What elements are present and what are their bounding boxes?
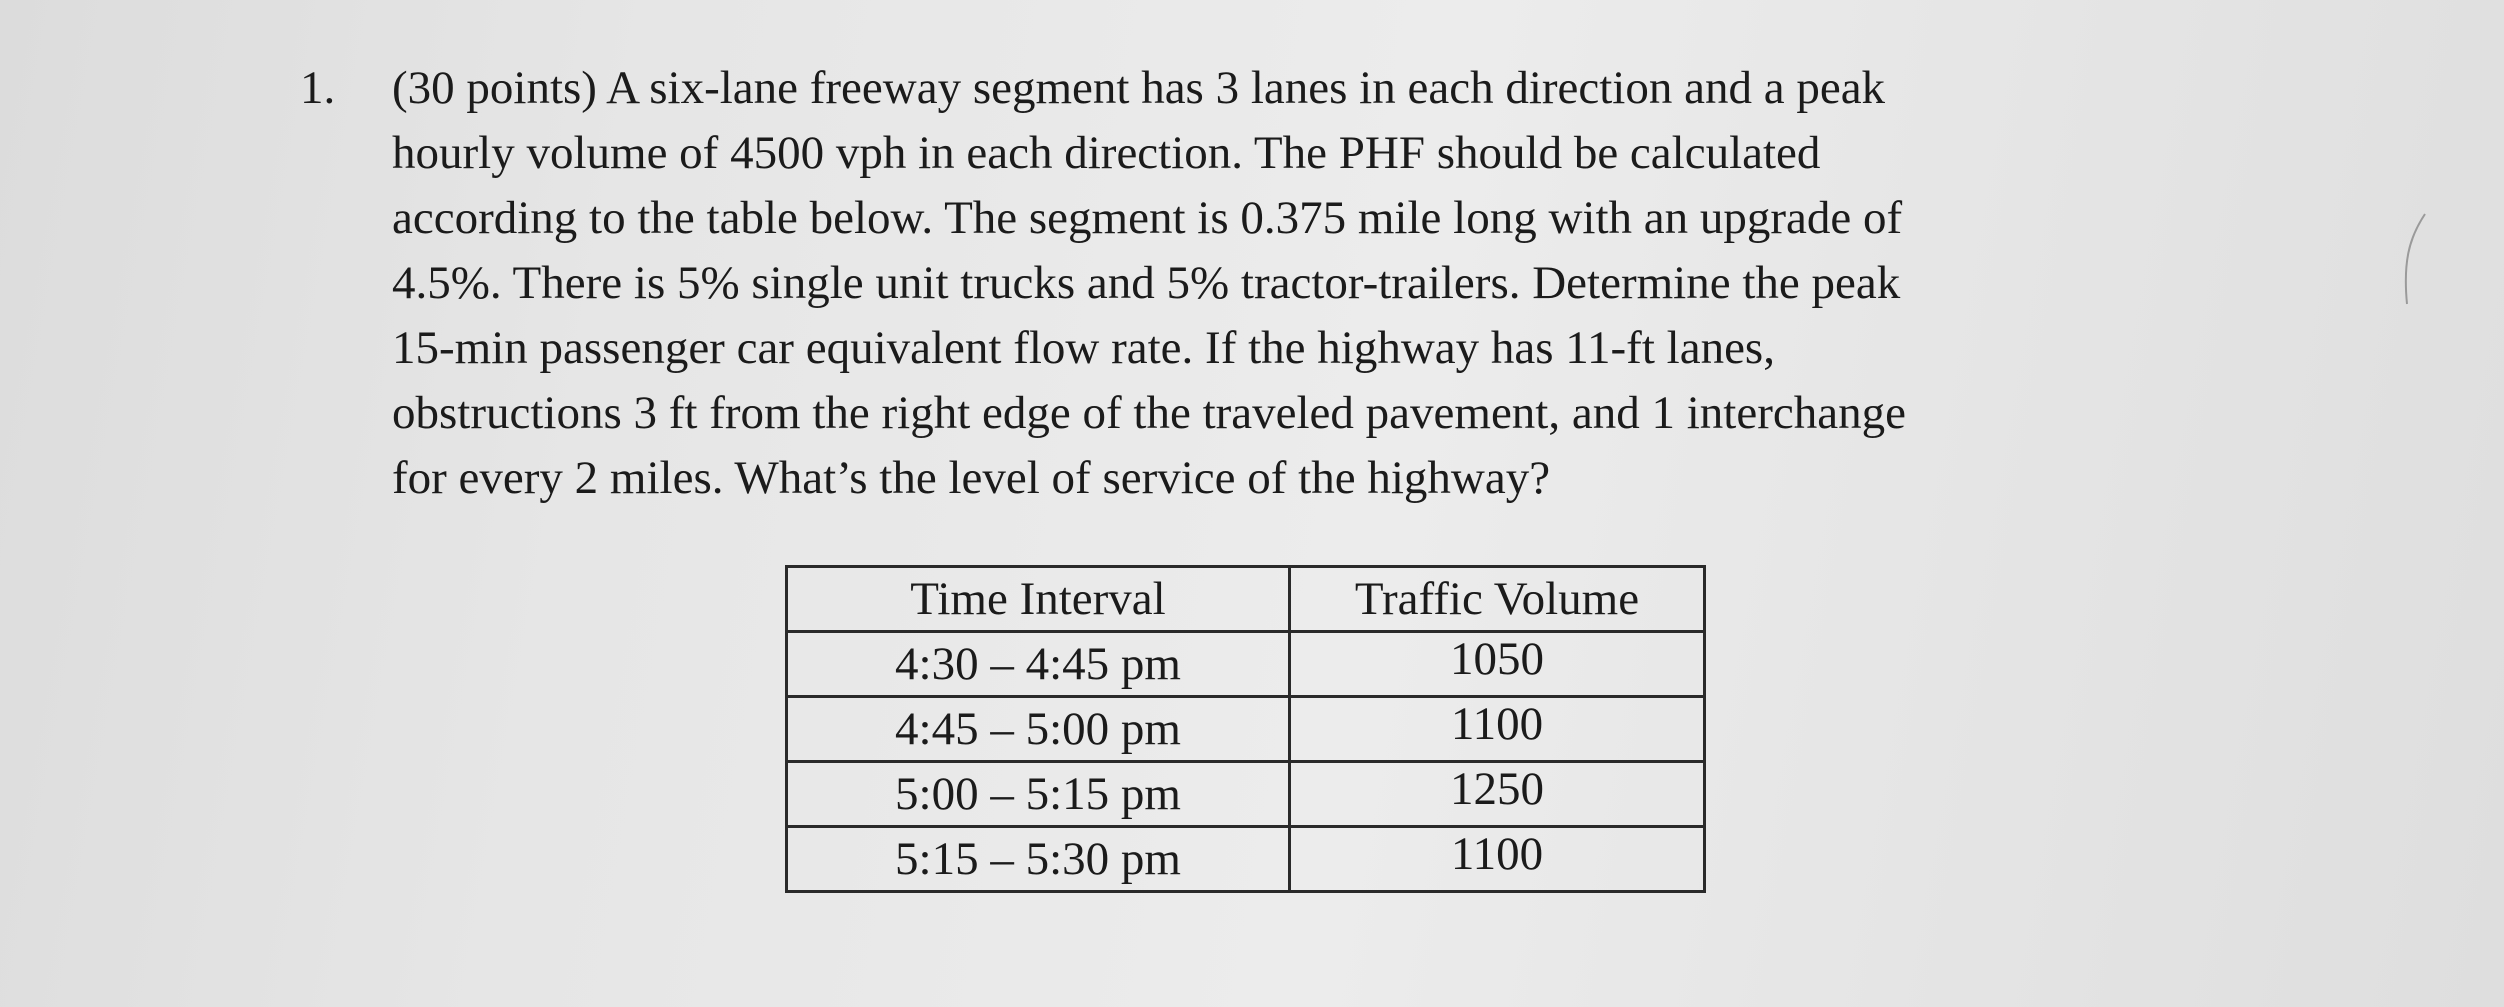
problem-line: (30 points) A six-lane freeway segment has 3 lanes in each direction and a peak (392, 62, 1886, 114)
table-row (787, 827, 1705, 892)
time-interval-cell: 5:00 – 5:15 pm (787, 762, 1290, 827)
time-interval-cell: 4:45 – 5:00 pm (787, 697, 1290, 762)
problem-line: according to the table below. The segment is 0.375 mile long with an upgrade of (392, 192, 1903, 244)
problem-line: hourly volume of 4500 vph in each direction. The PHF should be calculated (392, 127, 1821, 179)
problem-line: 15-min passenger car equivalent flow rate. If the highway has 11-ft lanes, (392, 322, 1775, 374)
time-interval-cell: 4:30 – 4:45 pm (787, 632, 1290, 697)
traffic-volume-table (785, 565, 1706, 893)
table-row (787, 632, 1705, 697)
problem-line: 4.5%. There is 5% single unit trucks and 5% tractor-trailers. Determine the peak (392, 257, 1901, 309)
traffic-volume-cell: 1250 (1290, 762, 1705, 827)
pen-mark-decoration (2395, 210, 2435, 310)
traffic-volume-cell: 1100 (1290, 827, 1705, 892)
problem-text (392, 56, 2292, 511)
header-time-interval: Time Interval (787, 567, 1290, 632)
table-header-row (787, 567, 1705, 632)
traffic-volume-table-wrapper (785, 565, 1706, 893)
problem-number: 1. (300, 62, 336, 114)
time-interval-cell: 5:15 – 5:30 pm (787, 827, 1290, 892)
traffic-volume-cell: 1050 (1290, 632, 1705, 697)
problem-line: for every 2 miles. What’s the level of service of the highway? (392, 452, 1551, 504)
problem-line: obstructions 3 ft from the right edge of the traveled pavement, and 1 interchange (392, 387, 1906, 439)
header-traffic-volume: Traffic Volume (1290, 567, 1705, 632)
table-row (787, 762, 1705, 827)
table-row (787, 697, 1705, 762)
traffic-volume-cell: 1100 (1290, 697, 1705, 762)
